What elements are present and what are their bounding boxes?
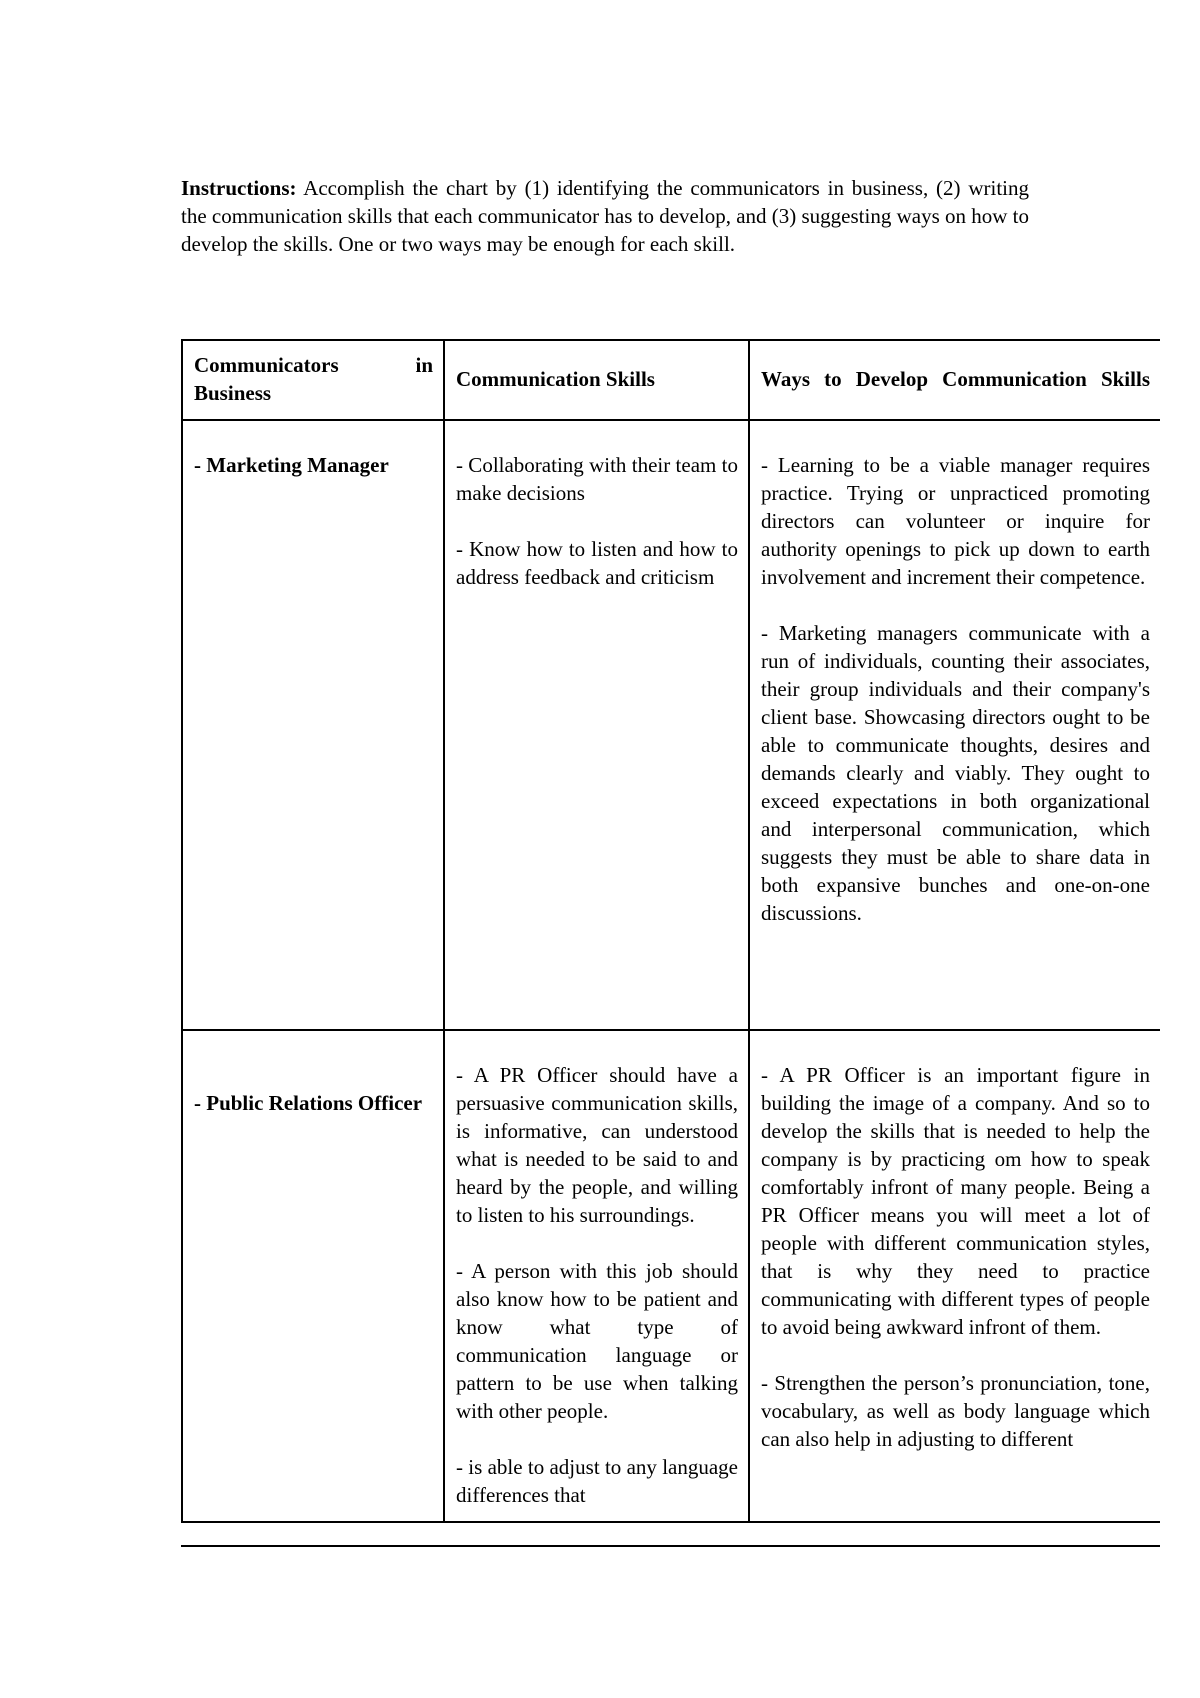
instructions-text: Accomplish the chart by (1) identifying the communicators in business, (2) writing the communication skills that each communicator has to develop, and (3) suggesting ways on how to develop the skills. One or two ways may be enough for each skill. bbox=[181, 176, 1029, 256]
communicators-table bbox=[181, 339, 1160, 1523]
instructions-lead: Instructions: bbox=[181, 176, 297, 200]
communicator-name: - Marketing Manager bbox=[194, 453, 389, 477]
instructions-paragraph bbox=[181, 174, 1029, 258]
skill-item: - Collaborating with their team to make decisions bbox=[456, 453, 738, 505]
way-item: - Learning to be a viable manager requires practice. Trying or unpracticed promoting directors can volunteer or inquire for authority openings to pick up down to earth involvement and increment their competence. bbox=[761, 453, 1150, 589]
ways-cell bbox=[749, 1030, 1160, 1522]
header-ways: Ways to Develop Communication Skills bbox=[749, 340, 1160, 420]
way-item: - A PR Officer is an important figure in building the image of a company. And so to develop the skills that is needed to help the company is by practicing om how to speak comfortably infront of many people. Being a PR Officer means you will meet a lot of people with different communication styles, that is why they need to practice communicating with different types of people to avoid being awkward infront of them. bbox=[761, 1063, 1150, 1339]
skills-cell bbox=[444, 420, 749, 1030]
table-row bbox=[182, 1030, 1160, 1522]
way-item: - Marketing managers communicate with a run of individuals, counting their associates, their group individuals and their company's client base. Showcasing directors ought to be able to communicate thoughts, desires and demands clearly and viably. They ought to exceed expectations in both organizational and interpersonal communication, which suggests they must be able to share data in both expansive bunches and one-on-one discussions. bbox=[761, 621, 1150, 925]
skill-item: - is able to adjust to any language differences that bbox=[456, 1455, 738, 1507]
communicator-cell bbox=[182, 420, 444, 1030]
skill-item: - A PR Officer should have a persuasive communication skills, is informative, can understood what is needed to be said to and heard by the people, and willing to listen to his surroundings. bbox=[456, 1063, 738, 1227]
way-item: - Strengthen the person’s pronunciation, tone, vocabulary, as well as body language which can also help in adjusting to different bbox=[761, 1371, 1150, 1451]
header-communicators: Communicators in Business bbox=[182, 340, 444, 420]
table-header-row bbox=[182, 340, 1160, 420]
table-row bbox=[182, 420, 1160, 1030]
skills-cell bbox=[444, 1030, 749, 1522]
communicators-table-container bbox=[181, 339, 1160, 1547]
skill-item: - A person with this job should also know how to be patient and know what type of communication language or pattern to be use when talking with other people. bbox=[456, 1259, 738, 1423]
ways-cell bbox=[749, 420, 1160, 1030]
communicator-name: - Public Relations Officer bbox=[194, 1091, 423, 1115]
skill-item: - Know how to listen and how to address feedback and criticism bbox=[456, 537, 738, 589]
communicator-cell bbox=[182, 1030, 444, 1522]
header-skills: Communication Skills bbox=[444, 340, 749, 420]
